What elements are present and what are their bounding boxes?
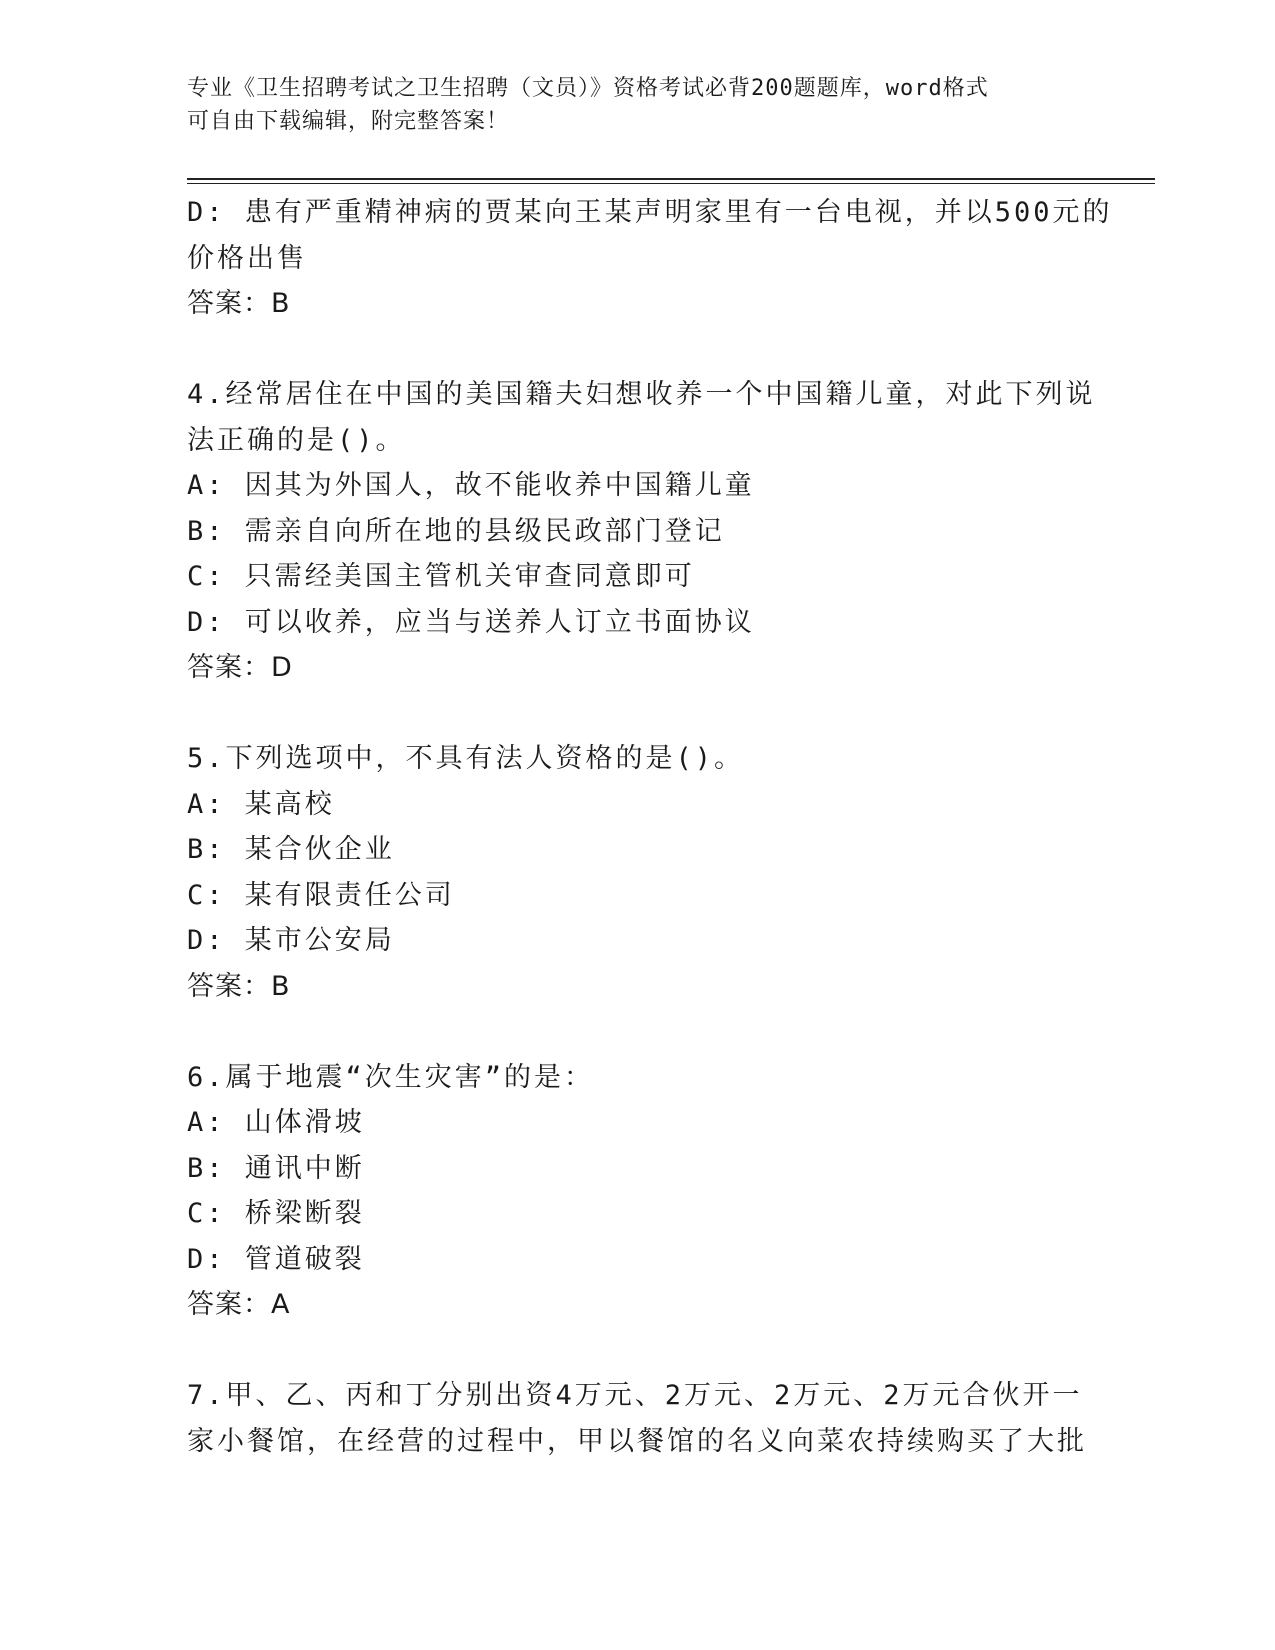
q6-option-b: B: 通讯中断 [187,1152,365,1184]
q6-answer: 答案：A [187,1289,291,1320]
q7-stem-line2: 家小餐馆，在经营的过程中，甲以餐馆的名义向菜农持续购买了大批 [187,1425,1087,1457]
header-divider-thick [187,178,1155,180]
q5-option-a: A: 某高校 [187,788,335,820]
q7-stem-line1: 7.甲、乙、丙和丁分别出资4万元、2万元、2万元、2万元合伙开一 [187,1380,1083,1411]
q5-option-d: D: 某市公安局 [187,925,395,956]
q5-option-b: B: 某合伙企业 [187,834,395,865]
q5-option-c: C: 某有限责任公司 [187,879,455,911]
q4-option-b: B: 需亲自向所在地的县级民政部门登记 [187,515,725,547]
spacer [187,1009,1087,1055]
document-header [187,72,1067,138]
question-list [187,190,1113,1464]
q4-option-c: C: 只需经美国主管机关审查同意即可 [187,561,695,592]
header-divider-thin [187,183,1155,184]
header-title-line2: 可自由下载编辑，附完整答案！ [187,109,510,134]
header-title-line1: 专业《卫生招聘考试之卫生招聘（文员）》资格考试必背200题题库，word格式 [187,76,989,101]
q4-stem-line2: 法正确的是()。 [187,424,406,456]
q6-option-c: C: 桥梁断裂 [187,1198,365,1229]
q4-option-a: A: 因其为外国人，故不能收养中国籍儿童 [187,470,755,501]
q4-answer: 答案：D [187,652,293,683]
q4-stem-line1: 4.经常居住在中国的美国籍夫妇想收养一个中国籍儿童，对此下列说 [187,379,1096,410]
q3-option-d-line1: D: 患有严重精神病的贾某向王某声明家里有一台电视，并以500元的 [187,197,1113,228]
q4-option-d: D: 可以收养，应当与送养人订立书面协议 [187,606,755,638]
q5-stem: 5.下列选项中，不具有法人资格的是()。 [187,743,745,774]
spacer [187,327,1087,373]
q6-stem: 6.属于地震“次生灾害”的是： [187,1061,595,1093]
spacer [187,1328,1087,1374]
spacer [187,691,1087,737]
q5-answer: 答案：B [187,970,291,1002]
q6-option-a: A: 山体滑坡 [187,1107,365,1138]
q6-option-d: D: 管道破裂 [187,1243,365,1275]
q3-answer: 答案：B [187,288,291,319]
q3-option-d-line2: 价格出售 [187,242,307,274]
